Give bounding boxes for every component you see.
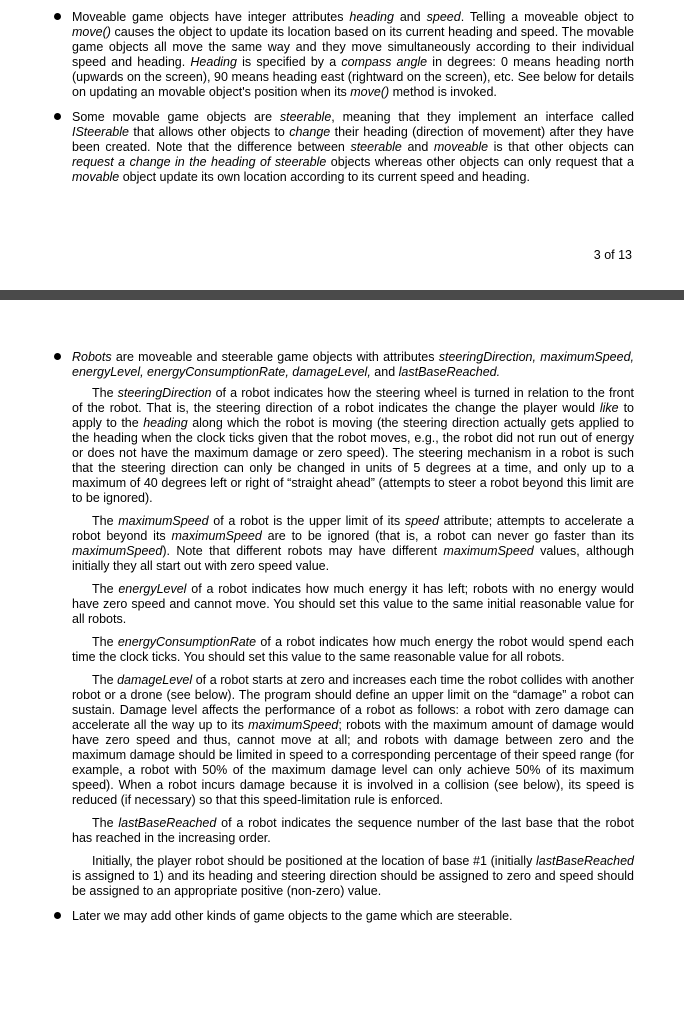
paragraph-damage-level [72,673,634,808]
text-run: their heading (direction of movement) after they have been created. Note that the difference between [72,125,634,154]
italic-term: heading [143,416,188,430]
bullet-text [72,110,634,184]
paragraph-initial-robot-state [72,854,634,899]
text-run: The [92,635,118,649]
italic-term: change [289,125,331,139]
text-run: The [92,816,119,830]
text-run: and [401,140,434,154]
italic-term: Robots [72,350,112,364]
paragraph-steering-direction [72,386,634,506]
bullet-text: Later we may add other kinds of game objects to the game which are steerable. [72,909,513,923]
italic-term: steeringDirection, maximumSpeed, energyLevel, energyConsumptionRate, damageLevel, [72,350,634,379]
text-run: , meaning that they implement an interface called [331,110,634,124]
text-run: values, although initially they all start out with zero speed value. [72,544,635,573]
page-separator [0,290,684,300]
paragraph-maximum-speed [72,514,634,574]
italic-term: maximumSpeed [118,514,209,528]
text-run: are to be ignored (that is, a robot can never go faster than its [261,529,635,543]
italic-term: damageLevel [117,673,193,687]
text-run: are moveable and steerable game objects with attributes [111,350,439,364]
italic-term: lastBaseReached [118,816,217,830]
italic-term: maximumSpeed [443,544,534,558]
text-run: attribute; attempts to accelerate a robot beyond its [72,514,634,543]
italic-term: energyLevel [118,582,187,596]
text-run: . Telling a moveable object to [460,10,635,24]
text-run: ; robots with the maximum amount of damage would have zero speed and thus, cannot move at all; and robots with damage between zero and the maximum damage should be limited in speed to a corresponding percentage of their speed range (for example, a robot with 50% of the maximum damage level can only achieve 50% of its maximum speed). When a robot incurs damage because it is involved in a collision (see below), its speed is reduced (if necessary) so that this speed-limitation rule is enforced. [72,718,634,807]
bullet-dot-icon [54,13,61,20]
bullet-dot-icon [54,113,61,120]
italic-term: heading [349,10,394,24]
text-run: The [92,514,119,528]
italic-term: move() [72,25,111,39]
bullet-moveable-objects [72,10,634,100]
text-run: of a robot indicates how the steering wheel is turned in relation to the front of the robot. That is, the steering direction of a robot indicates the change the player would [72,386,634,415]
paragraph-energy-level [72,582,634,627]
italic-term: maximumSpeed [248,718,339,732]
text-run: and [393,10,427,24]
bullet-later-objects [72,909,634,924]
text-run: method is invoked. [389,85,497,99]
text-run: that allows other objects to [128,125,290,139]
bullet-text [72,10,634,99]
bullet-text [72,350,634,379]
text-run: object update its own location according to its current speed and heading. [119,170,530,184]
text-run: of a robot is the upper limit of its [208,514,405,528]
italic-term: energyConsumptionRate [117,635,257,649]
text-run: is specified by a [236,55,342,69]
text-run: and [370,365,399,379]
text-run: of a robot indicates how much energy the robot would spend each time the clock ticks. You should set this value to the same reasonable value for all robots. [72,635,635,664]
text-run: objects whereas other objects can only request that a [326,155,634,169]
text-run: of a robot starts at zero and increases each time the robot collides with another robot or a drone (see below). The program should define an upper limit on the “damage” a robot can sustain. Damage level affects the performance of a robot as follows: a robot with zero damage can accelerate all the way up to its [72,673,635,732]
italic-term: steeringDirection [117,386,212,400]
text-run: to apply to the [72,401,634,430]
italic-term: moveable [433,140,489,154]
text-run: Initially, the player robot should be positioned at the location of base #1 (initially [92,854,537,868]
page-content [72,10,634,195]
italic-term: maximumSpeed [171,529,262,543]
text-run: Some movable game objects are [72,110,280,124]
italic-term: like [599,401,619,415]
text-run: in degrees: 0 means heading north (upwards on the screen), 90 means heading east (rightward on the screen), etc. See below for details on updating an movable object's position when its [72,55,634,99]
italic-term: speed [426,10,461,24]
text-run: of a robot indicates the sequence number of the last base that the robot has reached in the increasing order. [72,816,634,845]
bullet-steerable-objects [72,110,634,185]
text-run: is assigned to 1) and its heading and steering direction should be assigned to zero and speed should be assigned to an appropriate positive (non-zero) value. [72,869,634,898]
text-run: of a robot indicates how much energy it has left; robots with no energy would have zero speed and cannot move. You should set this value to the same initial reasonable value for all robots. [72,582,634,626]
italic-term: lastBaseReached [536,854,634,868]
text-run: Moveable game objects have integer attributes [72,10,350,24]
italic-term: move() [350,85,390,99]
italic-term: speed [404,514,439,528]
text-run: The [92,673,118,687]
paragraph-last-base-reached [72,816,634,846]
bullet-robots [72,350,634,380]
text-run: causes the object to update its location based on its current heading and speed. The movable game objects all move the same way and they move simultaneously according to their individual speed and heading. [72,25,634,69]
italic-term: request a change in the heading of steerable [72,155,327,169]
bullet-dot-icon [54,353,61,360]
italic-term: Heading [190,55,237,69]
bullet-dot-icon [54,912,61,919]
italic-term: maximumSpeed [72,544,163,558]
page-number: 3 of 13 [593,248,632,262]
document-page-bottom [0,300,684,1024]
text-run: is that other objects can [488,140,634,154]
paragraph-energy-consumption-rate [72,635,634,665]
text-run: The [92,582,119,596]
italic-term: steerable [350,140,402,154]
text-run: along which the robot is moving (the steering direction actually gets applied to the heading when the clock ticks given that the robot moves, e.g., the robot did not run out of energy or does not have the maximum damage or zero speed). The steering mechanism in a robot is such that the steering direction can only be changed in units of 5 degrees at a time, and only up to a maximum of 40 degrees left or right of “straight ahead” (attempts to steer a robot beyond this limit are to be ignored). [72,416,634,505]
italic-term: compass angle [341,55,428,69]
italic-term: lastBaseReached. [398,365,501,379]
text-run: ). Note that different robots may have different [162,544,444,558]
document-page-top [0,0,684,290]
text-run: The [92,386,118,400]
page-content [72,350,634,934]
italic-term: movable [72,170,120,184]
italic-term: steerable [279,110,332,124]
italic-term: ISteerable [72,125,129,139]
